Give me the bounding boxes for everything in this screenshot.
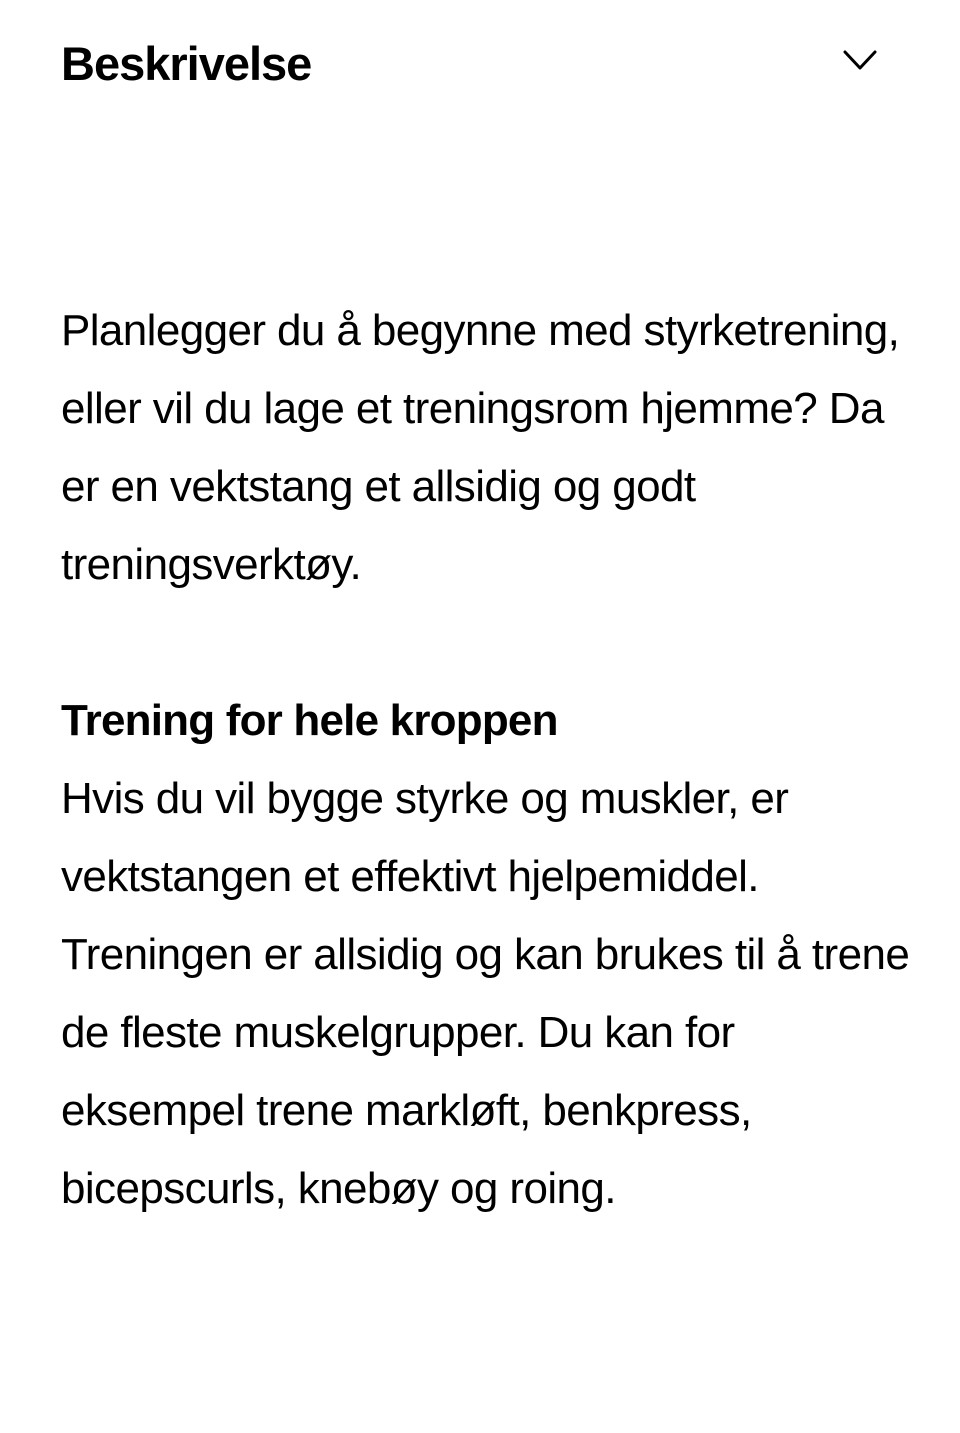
chevron-down-icon[interactable] xyxy=(842,46,878,74)
section-title: Beskrivelse xyxy=(61,37,312,90)
description-content xyxy=(61,292,921,1228)
subsection-body: Hvis du vil bygge styrke og muskler, er vektstangen et effektivt hjelpemiddel. Treningen er allsidig og kan brukes til å trene de fleste muskelgrupper. Du kan for eksempel trene markløft, benkpress, bicepscurls, knebøy og roing. xyxy=(61,774,910,1213)
description-accordion-header[interactable] xyxy=(0,0,960,130)
subsection-heading: Trening for hele kroppen xyxy=(61,696,558,745)
intro-paragraph: Planlegger du å begynne med styrketrening, eller vil du lage et treningsrom hjemme? Da er en vektstang et allsidig og godt treningsverktøy. xyxy=(61,306,900,589)
subsection-full-body xyxy=(61,682,921,1228)
